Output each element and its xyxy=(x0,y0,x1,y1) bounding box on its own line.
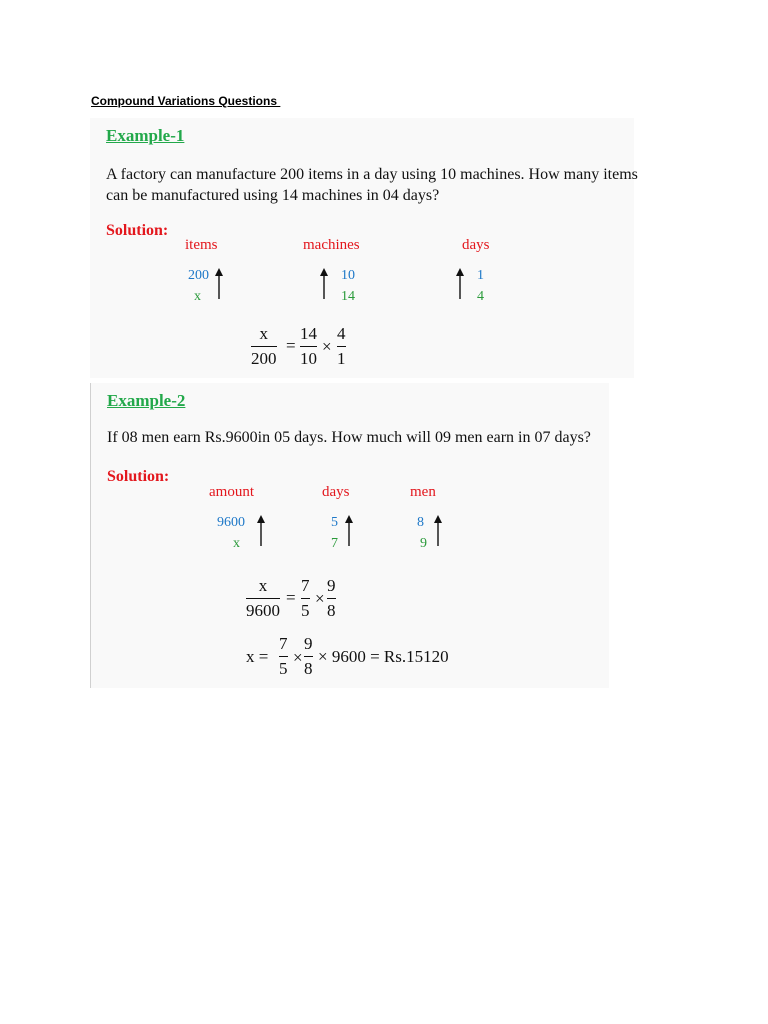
column-header-machines: machines xyxy=(303,237,360,253)
equals-sign: = xyxy=(286,588,296,607)
example-2-solution-label: Solution: xyxy=(107,468,170,485)
multiply-sign: × xyxy=(293,648,303,667)
fraction-2-numerator: 9 xyxy=(304,634,313,653)
ratio-1-denominator: 5 xyxy=(301,601,310,620)
ratio-2-denominator: 8 xyxy=(327,601,336,620)
equation-ratio-1 xyxy=(300,324,317,369)
equation-2-fraction-1 xyxy=(279,634,288,679)
ratio-2-numerator: 9 xyxy=(327,576,336,595)
up-arrow-icon xyxy=(214,268,224,300)
amount-unknown-value: x xyxy=(233,536,240,551)
ratio-2-denominator: 1 xyxy=(337,349,346,368)
items-known-value: 200 xyxy=(188,268,209,283)
fraction-1-numerator: 7 xyxy=(279,634,288,653)
machines-new-value: 14 xyxy=(341,289,355,304)
column-header-days: days xyxy=(322,484,350,500)
equation-2-lhs: x = xyxy=(246,647,269,666)
equation-ratio-2 xyxy=(337,324,346,369)
example-2-panel xyxy=(90,383,609,688)
men-known-value: 8 xyxy=(417,515,424,530)
multiply-sign: × xyxy=(315,589,325,608)
equation-1-lhs-fraction xyxy=(246,576,280,621)
ratio-1-numerator: 14 xyxy=(300,324,317,343)
example-2-title: Example-2 xyxy=(107,391,186,410)
ratio-1-numerator: 7 xyxy=(301,576,310,595)
lhs-denominator: 9600 xyxy=(246,601,280,620)
machines-known-value: 10 xyxy=(341,268,355,283)
equals-sign: = xyxy=(286,336,296,355)
column-header-days: days xyxy=(462,237,490,253)
up-arrow-icon xyxy=(256,515,266,547)
lhs-numerator: x xyxy=(259,324,268,343)
column-header-men: men xyxy=(410,484,436,500)
men-new-value: 9 xyxy=(420,536,427,551)
equation-2-fraction-2 xyxy=(304,634,313,679)
days-known-value: 1 xyxy=(477,268,484,283)
example-1-solution-label: Solution: xyxy=(106,222,169,239)
equation-lhs-fraction xyxy=(251,324,277,369)
example-1-title: Example-1 xyxy=(106,126,185,145)
example-1-question-line-2: can be manufactured using 14 machines in 04 days? xyxy=(106,187,440,204)
example-2-question: If 08 men earn Rs.9600in 05 days. How much will 09 men earn in 07 days? xyxy=(107,429,591,446)
ratio-1-denominator: 10 xyxy=(300,349,317,368)
days-known-value: 5 xyxy=(331,515,338,530)
amount-known-value: 9600 xyxy=(217,515,245,530)
example-1-panel xyxy=(90,118,638,378)
days-new-value: 4 xyxy=(477,289,484,304)
lhs-numerator: x xyxy=(258,576,268,595)
items-unknown-value: x xyxy=(194,289,201,304)
column-header-items: items xyxy=(185,237,218,253)
up-arrow-icon xyxy=(319,268,329,300)
days-new-value: 7 xyxy=(331,536,338,551)
equation-1-ratio-1 xyxy=(301,576,310,621)
ratio-2-numerator: 4 xyxy=(337,324,346,343)
equation-2-result: × 9600 = Rs.15120 xyxy=(318,647,449,666)
equation-1-ratio-2 xyxy=(327,576,336,621)
multiply-sign: × xyxy=(322,337,332,356)
up-arrow-icon xyxy=(344,515,354,547)
fraction-2-denominator: 8 xyxy=(304,659,313,678)
lhs-denominator: 200 xyxy=(251,349,277,368)
fraction-1-denominator: 5 xyxy=(279,659,288,678)
column-header-amount: amount xyxy=(209,484,254,500)
up-arrow-icon xyxy=(433,515,443,547)
page-heading: Compound Variations Questions xyxy=(91,94,281,108)
up-arrow-icon xyxy=(455,268,465,300)
example-1-question-line-1: A factory can manufacture 200 items in a day using 10 machines. How many items xyxy=(106,166,638,183)
